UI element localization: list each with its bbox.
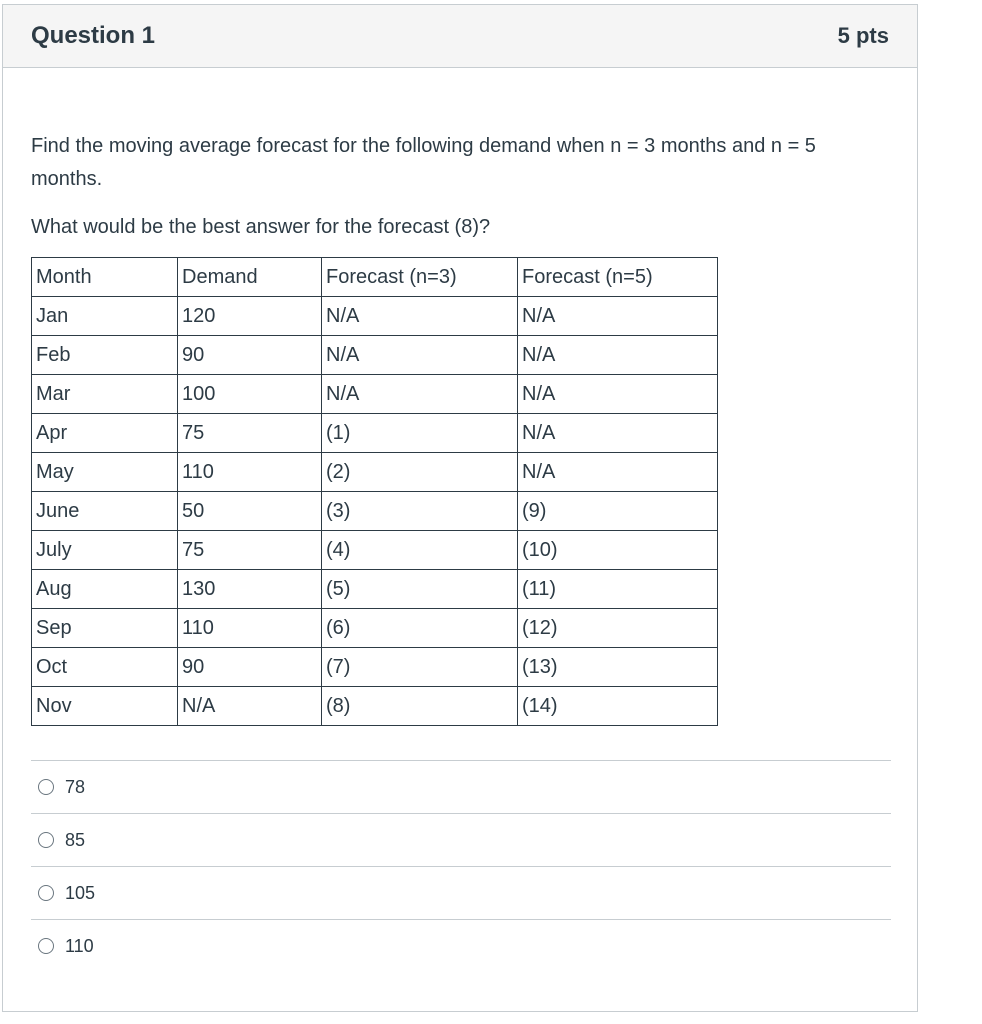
question-card <box>2 4 918 1012</box>
answer-list <box>31 760 891 972</box>
table-cell: 110 <box>178 609 322 648</box>
table-cell: 90 <box>178 648 322 687</box>
table-cell: Nov <box>32 687 178 726</box>
table-row <box>32 570 718 609</box>
table-cell: N/A <box>322 375 518 414</box>
question-points: 5 pts <box>837 23 889 48</box>
radio-button[interactable] <box>38 885 54 901</box>
table-row <box>32 453 718 492</box>
table-cell: Aug <box>32 570 178 609</box>
table-cell: N/A <box>322 297 518 336</box>
table-cell: (13) <box>518 648 718 687</box>
radio-button[interactable] <box>38 938 54 954</box>
table-cell: N/A <box>322 336 518 375</box>
table-cell: Jan <box>32 297 178 336</box>
table-row <box>32 414 718 453</box>
table-header-cell: Month <box>32 258 178 297</box>
table-cell: (5) <box>322 570 518 609</box>
table-cell: July <box>32 531 178 570</box>
question-prompt: Find the moving average forecast for the following demand when n = 3 months and n = 5 months. <box>31 135 816 190</box>
table-row <box>32 336 718 375</box>
table-row <box>32 375 718 414</box>
question-body <box>31 68 889 972</box>
table-cell: Sep <box>32 609 178 648</box>
answer-option[interactable] <box>31 866 891 919</box>
table-cell: 75 <box>178 414 322 453</box>
table-cell: 120 <box>178 297 322 336</box>
radio-button[interactable] <box>38 832 54 848</box>
answer-label[interactable]: 105 <box>65 882 96 903</box>
table-cell: N/A <box>518 375 718 414</box>
demand-table <box>31 257 718 726</box>
table-row <box>32 297 718 336</box>
table-row <box>32 687 718 726</box>
table-cell: N/A <box>518 414 718 453</box>
table-cell: Oct <box>32 648 178 687</box>
table-cell: (3) <box>322 492 518 531</box>
table-cell: Mar <box>32 375 178 414</box>
answer-label[interactable]: 110 <box>65 935 94 956</box>
table-cell: (11) <box>518 570 718 609</box>
table-cell: (1) <box>322 414 518 453</box>
table-cell: 130 <box>178 570 322 609</box>
table-header-cell: Forecast (n=3) <box>322 258 518 297</box>
table-cell: 90 <box>178 336 322 375</box>
table-cell: (7) <box>322 648 518 687</box>
table-cell: May <box>32 453 178 492</box>
table-cell: N/A <box>518 453 718 492</box>
table-cell: June <box>32 492 178 531</box>
table-row <box>32 531 718 570</box>
table-cell: (4) <box>322 531 518 570</box>
table-cell: (10) <box>518 531 718 570</box>
table-cell: 100 <box>178 375 322 414</box>
answer-label[interactable]: 78 <box>65 776 86 797</box>
table-cell: 75 <box>178 531 322 570</box>
table-cell: N/A <box>518 297 718 336</box>
table-cell: 110 <box>178 453 322 492</box>
table-header-cell: Demand <box>178 258 322 297</box>
table-cell: 50 <box>178 492 322 531</box>
table-cell: (14) <box>518 687 718 726</box>
table-cell: (8) <box>322 687 518 726</box>
table-cell: N/A <box>518 336 718 375</box>
table-header-row <box>32 258 718 297</box>
question-header <box>3 5 917 68</box>
table-cell: N/A <box>178 687 322 726</box>
table-cell: (9) <box>518 492 718 531</box>
radio-button[interactable] <box>38 779 54 795</box>
answer-label[interactable]: 85 <box>65 829 86 850</box>
table-cell: Apr <box>32 414 178 453</box>
table-cell: (6) <box>322 609 518 648</box>
table-row <box>32 609 718 648</box>
table-row <box>32 648 718 687</box>
question-title: Question 1 <box>31 22 156 49</box>
question-sub-prompt: What would be the best answer for the forecast (8)? <box>31 216 491 238</box>
answer-option[interactable] <box>31 813 891 866</box>
answer-option[interactable] <box>31 760 891 813</box>
table-cell: Feb <box>32 336 178 375</box>
demand-table-body <box>32 258 718 726</box>
table-header-cell: Forecast (n=5) <box>518 258 718 297</box>
answer-option[interactable] <box>31 919 891 972</box>
table-cell: (2) <box>322 453 518 492</box>
table-cell: (12) <box>518 609 718 648</box>
table-row <box>32 492 718 531</box>
